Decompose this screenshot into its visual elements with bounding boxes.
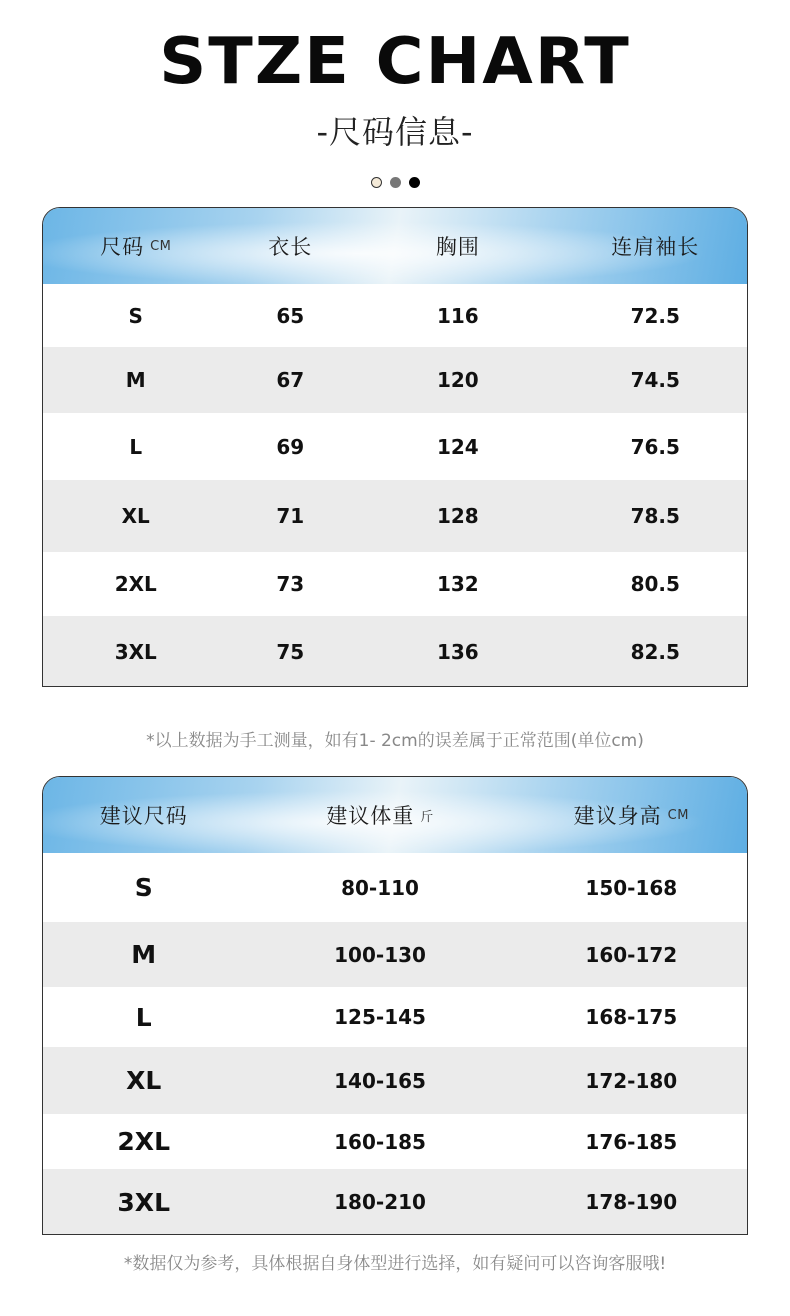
cell-chest: 132	[436, 572, 479, 596]
cell-size: 3XL	[114, 640, 157, 664]
table-row	[43, 480, 747, 552]
header-recommend-height	[516, 777, 747, 853]
table-row	[43, 413, 747, 480]
cell-weight: 125-145	[334, 1005, 426, 1029]
header-sleeve: 连肩袖长	[611, 235, 700, 259]
header-weight-unit: 斤	[420, 809, 434, 825]
cell-size: L	[135, 1002, 152, 1032]
cell-size: 3XL	[117, 1187, 171, 1217]
cell-weight: 140-165	[334, 1068, 426, 1093]
cell-length: 65	[276, 303, 305, 328]
header-size-unit: CM	[150, 238, 172, 254]
cell-sleeve: 72.5	[630, 303, 680, 328]
table-row	[43, 347, 747, 413]
cell-sleeve: 76.5	[630, 434, 680, 459]
size-table-header	[43, 208, 747, 284]
header-length: 衣长	[268, 235, 313, 259]
cell-height: 168-175	[585, 1005, 678, 1029]
cell-weight: 180-210	[334, 1190, 426, 1214]
header-size	[43, 208, 228, 284]
carousel-dots	[0, 177, 790, 191]
header-weight-label: 建议体重	[326, 804, 415, 828]
page-title: STZE CHART	[159, 25, 631, 99]
cell-sleeve: 80.5	[630, 572, 680, 596]
header-recommend-weight	[244, 777, 515, 853]
table-row	[43, 1114, 747, 1169]
measurement-note: *以上数据为手工测量，如有1- 2cm的误差属于正常范围(单位cm)	[146, 731, 644, 751]
cell-sleeve: 82.5	[630, 640, 680, 664]
cell-length: 73	[276, 572, 305, 596]
cell-length: 75	[276, 640, 305, 664]
cell-size: S	[134, 873, 153, 902]
size-table	[42, 207, 748, 687]
table-row	[43, 853, 747, 922]
cell-chest: 136	[436, 640, 479, 664]
header-size-label: 尺码	[100, 235, 145, 259]
table-row	[43, 1047, 747, 1114]
dot-indicator-3[interactable]	[409, 177, 420, 188]
table-row	[43, 284, 747, 347]
table-row	[43, 922, 747, 987]
header-height-label: 建议身高	[573, 804, 662, 828]
header-recommend-size: 建议尺码	[99, 804, 188, 828]
recommend-table-header	[43, 777, 747, 853]
cell-size: 2XL	[114, 572, 157, 596]
reference-note: *数据仅为参考，具体根据自身体型进行选择，如有疑问可以咨询客服哦!	[123, 1254, 667, 1274]
dot-indicator-1[interactable]	[371, 177, 382, 188]
cell-length: 67	[276, 368, 305, 392]
cell-size: S	[128, 303, 143, 328]
header-height-unit: CM	[667, 807, 689, 823]
cell-size: XL	[121, 504, 150, 528]
cell-chest: 120	[436, 368, 479, 392]
page-subtitle: -尺码信息-	[316, 113, 474, 151]
cell-sleeve: 78.5	[630, 504, 680, 528]
cell-weight: 80-110	[341, 875, 419, 900]
cell-height: 176-185	[585, 1129, 678, 1154]
cell-height: 150-168	[585, 875, 678, 900]
table-row	[43, 987, 747, 1047]
cell-length: 69	[276, 434, 305, 459]
cell-size: L	[129, 434, 143, 459]
cell-weight: 100-130	[334, 942, 426, 967]
table-row	[43, 1169, 747, 1235]
cell-size: XL	[126, 1066, 162, 1095]
cell-length: 71	[276, 504, 305, 528]
recommend-table	[42, 776, 748, 1235]
cell-height: 172-180	[585, 1068, 678, 1093]
cell-size: M	[125, 368, 146, 392]
cell-weight: 160-185	[334, 1129, 426, 1154]
cell-height: 160-172	[585, 942, 678, 967]
cell-height: 178-190	[585, 1190, 678, 1214]
table-row	[43, 552, 747, 616]
cell-chest: 116	[436, 303, 479, 328]
cell-chest: 124	[436, 434, 479, 459]
cell-sleeve: 74.5	[630, 368, 680, 392]
table-row	[43, 616, 747, 687]
cell-size: 2XL	[117, 1127, 171, 1156]
header-chest: 胸围	[435, 235, 480, 259]
cell-size: M	[131, 940, 157, 969]
cell-chest: 128	[436, 504, 479, 528]
dot-indicator-2[interactable]	[390, 177, 401, 188]
